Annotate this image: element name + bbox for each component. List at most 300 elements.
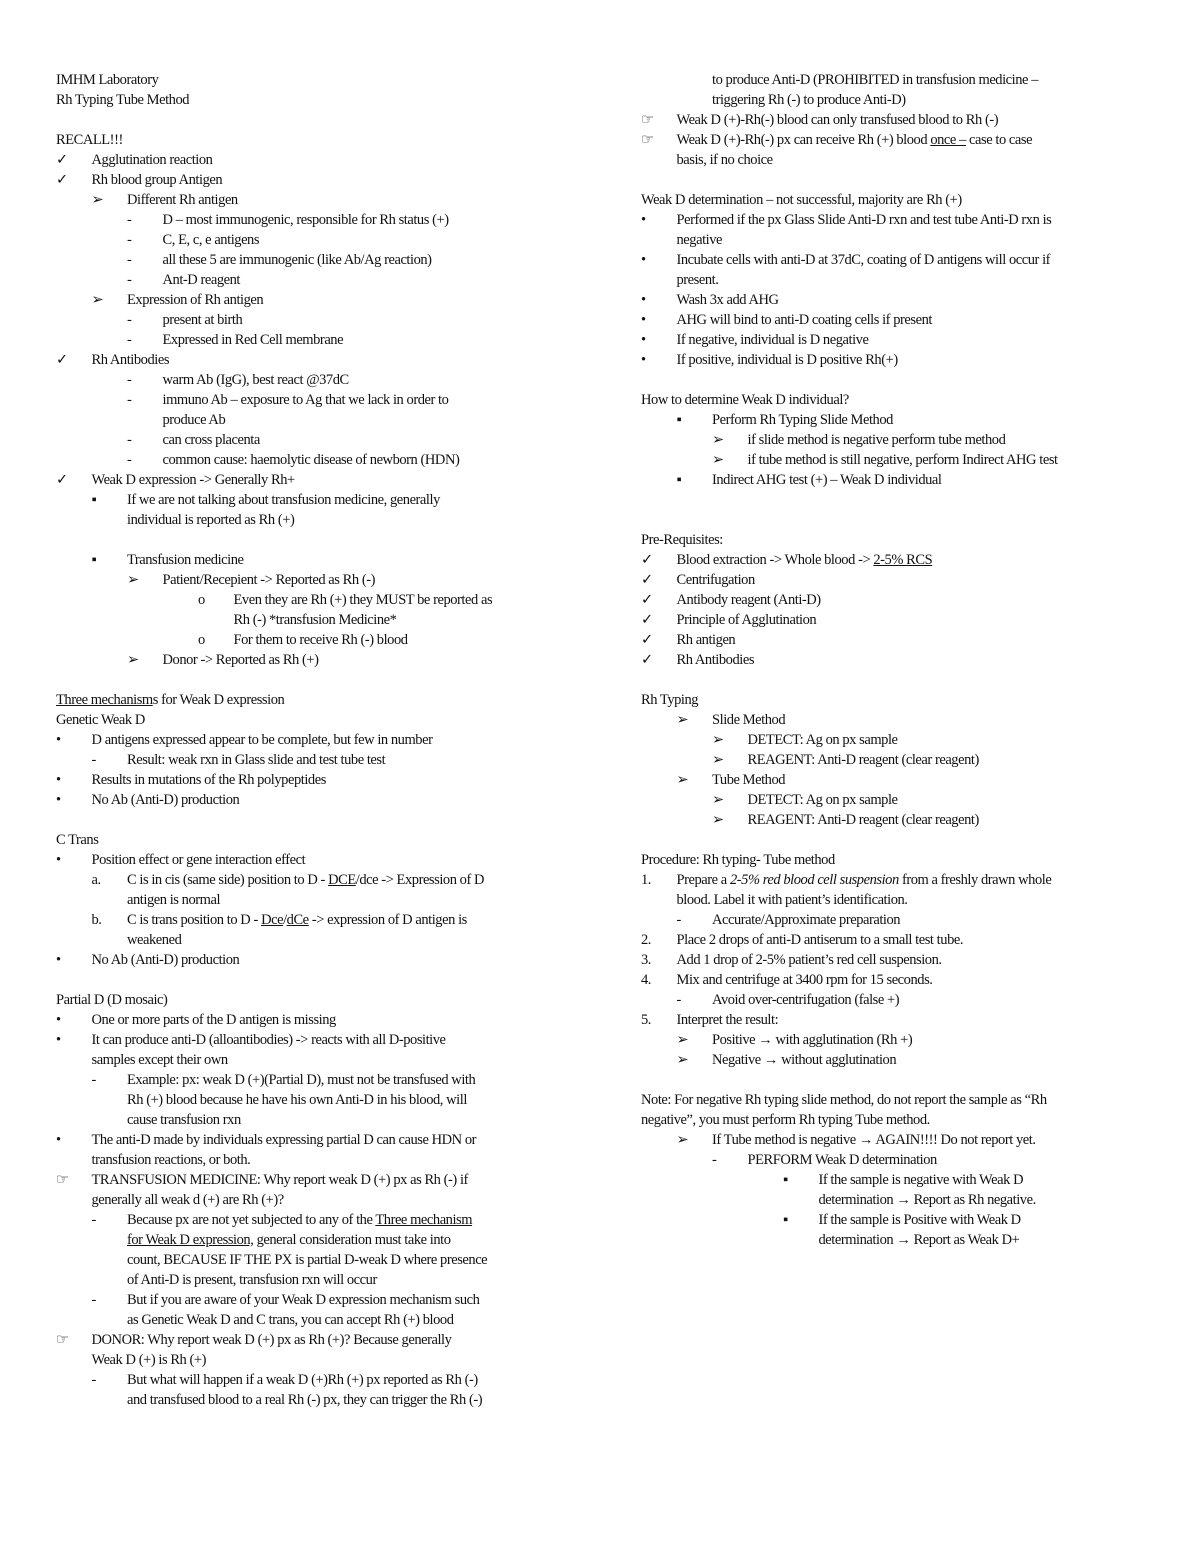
text-line: [56, 1190, 588, 1210]
line-text: Blood extraction -> Whole blood -> 2-5% RCS: [676, 552, 933, 568]
line-text: present.: [676, 272, 719, 288]
line-text: PERFORM Weak D determination: [747, 1152, 937, 1168]
line-text: Rh blood group Antigen: [91, 172, 223, 188]
bullet-marker: •: [56, 772, 61, 788]
bullet-marker: ▪: [783, 1212, 788, 1228]
bullet-marker: ▪: [676, 412, 682, 428]
line-text: Pre-Requisites:: [641, 532, 723, 548]
text-line: [56, 90, 588, 110]
line-text: Perform Rh Typing Slide Method: [712, 412, 893, 428]
line-text: Transfusion medicine: [127, 552, 244, 568]
line-text: Weak D determination – not successful, majority are Rh (+): [641, 192, 962, 208]
line-text: Ant-D reagent: [162, 272, 240, 288]
bullet-marker: ▪: [783, 1172, 788, 1188]
list-item: [641, 1030, 1151, 1050]
line-text: present at birth: [162, 312, 243, 328]
bullet-marker: 2.: [641, 932, 651, 948]
blank-line: [56, 670, 588, 690]
list-item: [56, 1170, 588, 1190]
text-line: [56, 1350, 588, 1370]
list-item: [56, 210, 588, 230]
list-item: [641, 970, 1151, 990]
bullet-marker: -: [91, 1372, 96, 1388]
line-text: D – most immunogenic, responsible for Rh status (+): [162, 212, 449, 228]
text-line: [56, 710, 588, 730]
text-line: [641, 1110, 1151, 1130]
text-line: [56, 990, 588, 1010]
bullet-marker: -: [127, 252, 132, 268]
list-item: [56, 150, 588, 170]
line-text: generally all weak d (+) are Rh (+)?: [91, 1192, 284, 1208]
line-text: Because px are not yet subjected to any of the Three mechanism: [127, 1212, 473, 1228]
list-item: [56, 750, 588, 770]
list-item: [56, 950, 588, 970]
text-line: [56, 1090, 588, 1110]
list-item: [641, 470, 1151, 490]
line-text: Antibody reagent (Anti-D): [676, 592, 821, 608]
line-text: antigen is normal: [127, 892, 221, 908]
bullet-marker: -: [127, 272, 132, 288]
text-line: [56, 1390, 588, 1410]
list-item: [56, 370, 588, 390]
line-text: if slide method is negative perform tube method: [747, 432, 1006, 448]
line-text: Different Rh antigen: [127, 192, 238, 208]
bullet-marker: -: [127, 392, 132, 408]
text-line: [56, 690, 588, 710]
blank-line: [56, 110, 588, 130]
bullet-marker: ▪: [676, 472, 682, 488]
line-text: Interpret the result:: [676, 1012, 779, 1028]
bullet-marker: ✓: [56, 472, 68, 488]
list-item: [56, 350, 588, 370]
bullet-marker: ➢: [676, 1032, 689, 1048]
line-text: determination → Report as Rh negative.: [818, 1192, 1036, 1208]
list-item: [56, 730, 588, 750]
list-item: [56, 650, 588, 670]
line-text: count, BECAUSE IF THE PX is partial D-weak D where presence: [127, 1252, 488, 1268]
line-text: Rh Antibodies: [91, 352, 170, 368]
line-text: Rh Typing Tube Method: [56, 92, 190, 108]
line-text: AHG will bind to anti-D coating cells if present: [676, 312, 932, 328]
list-item: [641, 990, 1151, 1010]
bullet-marker: ➢: [712, 432, 724, 448]
text-line: [56, 1250, 588, 1270]
line-text: If we are not talking about transfusion medicine, generally: [127, 492, 440, 508]
text-line: [56, 830, 588, 850]
line-text: DETECT: Ag on px sample: [747, 792, 898, 808]
blank-line: [56, 530, 588, 550]
line-text: Results in mutations of the Rh polypeptides: [91, 772, 326, 788]
bullet-marker: -: [91, 1072, 96, 1088]
bullet-marker: ✓: [56, 352, 68, 368]
right-column: [641, 70, 1151, 1250]
bullet-marker: •: [56, 732, 61, 748]
list-item: [641, 570, 1151, 590]
list-item: [641, 790, 1151, 810]
list-item: [641, 630, 1151, 650]
line-text: Indirect AHG test (+) – Weak D individual: [712, 472, 942, 488]
bullet-marker: ☞: [56, 1332, 69, 1348]
line-text: Genetic Weak D: [56, 712, 145, 728]
line-text: if tube method is still negative, perform Indirect AHG test: [747, 452, 1058, 468]
list-item: [56, 630, 588, 650]
line-text: individual is reported as Rh (+): [127, 512, 295, 528]
blank-line: [56, 810, 588, 830]
list-item: [56, 290, 588, 310]
text-line: [56, 1110, 588, 1130]
list-item: [56, 1370, 588, 1390]
bullet-marker: •: [56, 852, 61, 868]
bullet-marker: -: [127, 212, 132, 228]
bullet-marker: -: [91, 1212, 96, 1228]
list-item: [56, 1070, 588, 1090]
list-item: [641, 410, 1151, 430]
bullet-marker: •: [641, 252, 646, 268]
list-item: [56, 470, 588, 490]
line-text: Centrifugation: [676, 572, 755, 588]
bullet-marker: ▪: [91, 492, 97, 508]
line-text: DETECT: Ag on px sample: [747, 732, 898, 748]
text-line: [641, 90, 1151, 110]
list-item: [56, 390, 588, 410]
list-item: [641, 910, 1151, 930]
bullet-marker: ➢: [676, 1132, 689, 1148]
list-item: [641, 1170, 1151, 1190]
bullet-marker: ✓: [641, 652, 653, 668]
line-text: Expressed in Red Cell membrane: [162, 332, 344, 348]
bullet-marker: ✓: [641, 572, 653, 588]
line-text: Prepare a 2-5% red blood cell suspension from a freshly drawn whole: [676, 872, 1052, 888]
line-text: Example: px: weak D (+)(Partial D), must not be transfused with: [127, 1072, 476, 1088]
line-text: Slide Method: [712, 712, 786, 728]
line-text: Donor -> Reported as Rh (+): [162, 652, 319, 668]
line-text: For them to receive Rh (-) blood: [233, 632, 408, 648]
line-text: Performed if the px Glass Slide Anti-D rxn and test tube Anti-D rxn is: [676, 212, 1052, 228]
bullet-marker: 1.: [641, 872, 651, 888]
list-item: [641, 110, 1151, 130]
line-text: negative: [676, 232, 723, 248]
line-text: negative”, you must perform Rh typing Tube method.: [641, 1112, 930, 1128]
line-text: basis, if no choice: [676, 152, 773, 168]
line-text: If positive, individual is D positive Rh(+): [676, 352, 898, 368]
line-text: REAGENT: Anti-D reagent (clear reagent): [747, 812, 979, 828]
line-text: Positive → with agglutination (Rh +): [712, 1032, 913, 1048]
line-text: Tube Method: [712, 772, 786, 788]
line-text: of Anti-D is present, transfusion rxn will occur: [127, 1272, 377, 1288]
list-item: [641, 590, 1151, 610]
line-text: to produce Anti-D (PROHIBITED in transfusion medicine –: [712, 72, 1039, 88]
list-item: [56, 1130, 588, 1150]
bullet-marker: ✓: [641, 632, 653, 648]
bullet-marker: 3.: [641, 952, 651, 968]
line-text: How to determine Weak D individual?: [641, 392, 849, 408]
text-line: [56, 510, 588, 530]
bullet-marker: •: [641, 292, 646, 308]
list-item: [641, 1150, 1151, 1170]
bullet-marker: a.: [91, 872, 101, 888]
text-line: [641, 850, 1151, 870]
list-item: [641, 1050, 1151, 1070]
bullet-marker: -: [676, 912, 681, 928]
bullet-marker: •: [641, 312, 646, 328]
bullet-marker: •: [641, 352, 646, 368]
text-line: [56, 1270, 588, 1290]
line-text: Weak D (+) is Rh (+): [91, 1352, 207, 1368]
list-item: [641, 1010, 1151, 1030]
line-text: Incubate cells with anti-D at 37dC, coating of D antigens will occur if: [676, 252, 1051, 268]
line-text: C Trans: [56, 832, 99, 848]
text-line: [641, 70, 1151, 90]
line-text: Expression of Rh antigen: [127, 292, 264, 308]
text-line: [56, 890, 588, 910]
bullet-marker: o: [198, 592, 205, 608]
text-line: [56, 1050, 588, 1070]
blank-line: [56, 970, 588, 990]
line-text: Rh Typing: [641, 692, 699, 708]
text-line: [56, 610, 588, 630]
line-text: No Ab (Anti-D) production: [91, 952, 240, 968]
text-line: [641, 1230, 1151, 1250]
list-item: [56, 170, 588, 190]
line-text: immuno Ab – exposure to Ag that we lack in order to: [162, 392, 449, 408]
bullet-marker: ➢: [712, 452, 724, 468]
bullet-marker: -: [127, 372, 132, 388]
list-item: [641, 870, 1151, 890]
text-line: [56, 930, 588, 950]
bullet-marker: ➢: [127, 652, 139, 668]
text-line: [56, 1310, 588, 1330]
text-line: [56, 1230, 588, 1250]
text-line: [641, 890, 1151, 910]
bullet-marker: ✓: [641, 552, 653, 568]
bullet-marker: •: [56, 792, 61, 808]
line-text: Place 2 drops of anti-D antiserum to a small test tube.: [676, 932, 964, 948]
line-text: blood. Label it with patient’s identification.: [676, 892, 908, 908]
list-item: [641, 550, 1151, 570]
text-line: [641, 150, 1151, 170]
bullet-marker: -: [712, 1152, 717, 1168]
list-item: [641, 130, 1151, 150]
bullet-marker: ➢: [712, 752, 724, 768]
line-text: Add 1 drop of 2-5% patient’s red cell suspension.: [676, 952, 942, 968]
bullet-marker: -: [127, 232, 132, 248]
list-item: [641, 1130, 1151, 1150]
bullet-marker: -: [127, 452, 132, 468]
line-text: warm Ab (IgG), best react @37dC: [162, 372, 349, 388]
bullet-marker: ➢: [676, 712, 689, 728]
bullet-marker: -: [127, 332, 132, 348]
text-line: [641, 690, 1151, 710]
line-text: Accurate/Approximate preparation: [712, 912, 901, 928]
list-item: [641, 750, 1151, 770]
line-text: cause transfusion rxn: [127, 1112, 241, 1128]
line-text: Rh Antibodies: [676, 652, 755, 668]
list-item: [56, 590, 588, 610]
line-text: If Tube method is negative → AGAIN!!!! Do not report yet.: [712, 1132, 1036, 1148]
line-text: Wash 3x add AHG: [676, 292, 779, 308]
bullet-marker: •: [56, 1032, 61, 1048]
line-text: Patient/Recepient -> Reported as Rh (-): [162, 572, 375, 588]
list-item: [56, 430, 588, 450]
line-text: Position effect or gene interaction effect: [91, 852, 306, 868]
list-item: [56, 570, 588, 590]
line-text: Three mechanisms for Weak D expression: [56, 692, 285, 708]
list-item: [56, 310, 588, 330]
list-item: [641, 810, 1151, 830]
bullet-marker: -: [127, 312, 132, 328]
bullet-marker: •: [641, 212, 646, 228]
line-text: common cause: haemolytic disease of newborn (HDN): [162, 452, 460, 468]
bullet-marker: ➢: [127, 572, 139, 588]
left-column: [56, 70, 588, 1410]
list-item: [56, 450, 588, 470]
line-text: C, E, c, e antigens: [162, 232, 260, 248]
line-text: Rh (-) *transfusion Medicine*: [233, 612, 397, 628]
line-text: Result: weak rxn in Glass slide and test tube test: [127, 752, 386, 768]
text-line: [641, 190, 1151, 210]
bullet-marker: ☞: [641, 112, 654, 128]
list-item: [56, 1010, 588, 1030]
line-text: C is in cis (same side) position to D - DCE/dce -> Expression of D: [127, 872, 485, 888]
line-text: for Weak D expression, general consideration must take into: [127, 1232, 451, 1248]
line-text: But what will happen if a weak D (+)Rh (+) px reported as Rh (-): [127, 1372, 478, 1388]
bullet-marker: ✓: [56, 172, 68, 188]
blank-line: [641, 490, 1151, 510]
line-text: Mix and centrifuge at 3400 rpm for 15 seconds.: [676, 972, 933, 988]
list-item: [56, 1330, 588, 1350]
list-item: [641, 310, 1151, 330]
line-text: It can produce anti-D (alloantibodies) -> reacts with all D-positive: [91, 1032, 446, 1048]
list-item: [56, 870, 588, 890]
bullet-marker: ➢: [91, 192, 104, 208]
list-item: [56, 850, 588, 870]
list-item: [56, 790, 588, 810]
list-item: [56, 250, 588, 270]
text-line: [641, 1090, 1151, 1110]
line-text: as Genetic Weak D and C trans, you can accept Rh (+) blood: [127, 1312, 454, 1328]
bullet-marker: ➢: [712, 812, 724, 828]
line-text: Procedure: Rh typing- Tube method: [641, 852, 835, 868]
line-text: Agglutination reaction: [91, 152, 213, 168]
line-text: can cross placenta: [162, 432, 260, 448]
line-text: produce Ab: [162, 412, 226, 428]
list-item: [56, 270, 588, 290]
line-text: Principle of Agglutination: [676, 612, 817, 628]
bullet-marker: •: [56, 1132, 61, 1148]
line-text: Weak D (+)-Rh(-) px can receive Rh (+) blood once – case to case: [676, 132, 1033, 148]
bullet-marker: o: [198, 632, 205, 648]
bullet-marker: 5.: [641, 1012, 651, 1028]
list-item: [56, 490, 588, 510]
list-item: [56, 1290, 588, 1310]
list-item: [641, 930, 1151, 950]
list-item: [641, 950, 1151, 970]
list-item: [641, 290, 1151, 310]
line-text: determination → Report as Weak D+: [818, 1232, 1020, 1248]
blank-line: [641, 370, 1151, 390]
bullet-marker: ➢: [712, 732, 724, 748]
line-text: Weak D (+)-Rh(-) blood can only transfused blood to Rh (-): [676, 112, 999, 128]
bullet-marker: ➢: [91, 292, 104, 308]
blank-line: [641, 830, 1151, 850]
bullet-marker: ➢: [676, 1052, 689, 1068]
blank-line: [641, 1070, 1151, 1090]
list-item: [641, 350, 1151, 370]
blank-line: [641, 670, 1151, 690]
line-text: all these 5 are immunogenic (like Ab/Ag reaction): [162, 252, 432, 268]
line-text: IMHM Laboratory: [56, 72, 159, 88]
line-text: Weak D expression -> Generally Rh+: [91, 472, 295, 488]
blank-line: [641, 510, 1151, 530]
bullet-marker: ▪: [91, 552, 97, 568]
line-text: weakened: [127, 932, 182, 948]
line-text: RECALL!!!: [56, 132, 123, 148]
text-line: [641, 530, 1151, 550]
line-text: Avoid over-centrifugation (false +): [712, 992, 900, 1008]
list-item: [56, 330, 588, 350]
line-text: One or more parts of the D antigen is missing: [91, 1012, 336, 1028]
line-text: The anti-D made by individuals expressing partial D can cause HDN or: [91, 1132, 477, 1148]
line-text: Rh antigen: [676, 632, 736, 648]
line-text: Even they are Rh (+) they MUST be reported as: [233, 592, 493, 608]
list-item: [641, 770, 1151, 790]
line-text: Rh (+) blood because he have his own Anti-D in his blood, will: [127, 1092, 467, 1108]
list-item: [641, 450, 1151, 470]
text-line: [56, 410, 588, 430]
bullet-marker: ✓: [641, 612, 653, 628]
bullet-marker: •: [56, 952, 61, 968]
line-text: REAGENT: Anti-D reagent (clear reagent): [747, 752, 979, 768]
bullet-marker: ➢: [676, 772, 689, 788]
line-text: If the sample is negative with Weak D: [818, 1172, 1024, 1188]
bullet-marker: 4.: [641, 972, 651, 988]
bullet-marker: •: [641, 332, 646, 348]
text-line: [641, 270, 1151, 290]
line-text: transfusion reactions, or both.: [91, 1152, 251, 1168]
list-item: [641, 250, 1151, 270]
text-line: [56, 1150, 588, 1170]
list-item: [56, 910, 588, 930]
blank-line: [641, 170, 1151, 190]
list-item: [641, 330, 1151, 350]
list-item: [56, 230, 588, 250]
line-text: But if you are aware of your Weak D expression mechanism such: [127, 1292, 480, 1308]
line-text: samples except their own: [91, 1052, 228, 1068]
list-item: [641, 610, 1151, 630]
bullet-marker: ✓: [56, 152, 68, 168]
list-item: [56, 770, 588, 790]
list-item: [641, 1210, 1151, 1230]
line-text: and transfused blood to a real Rh (-) px, they can trigger the Rh (-): [127, 1392, 483, 1408]
list-item: [641, 430, 1151, 450]
bullet-marker: -: [127, 432, 132, 448]
list-item: [56, 550, 588, 570]
list-item: [56, 1210, 588, 1230]
bullet-marker: -: [91, 752, 96, 768]
bullet-marker: b.: [91, 912, 102, 928]
list-item: [56, 1030, 588, 1050]
bullet-marker: ☞: [56, 1172, 69, 1188]
list-item: [641, 650, 1151, 670]
bullet-marker: ✓: [641, 592, 653, 608]
text-line: [641, 390, 1151, 410]
line-text: Negative → without agglutination: [712, 1052, 897, 1068]
line-text: DONOR: Why report weak D (+) px as Rh (+)? Because generally: [91, 1332, 452, 1348]
bullet-marker: ➢: [712, 792, 724, 808]
line-text: C is trans position to D - Dce/dCe -> expression of D antigen is: [127, 912, 467, 928]
line-text: If the sample is Positive with Weak D: [818, 1212, 1021, 1228]
line-text: triggering Rh (-) to produce Anti-D): [712, 92, 906, 108]
